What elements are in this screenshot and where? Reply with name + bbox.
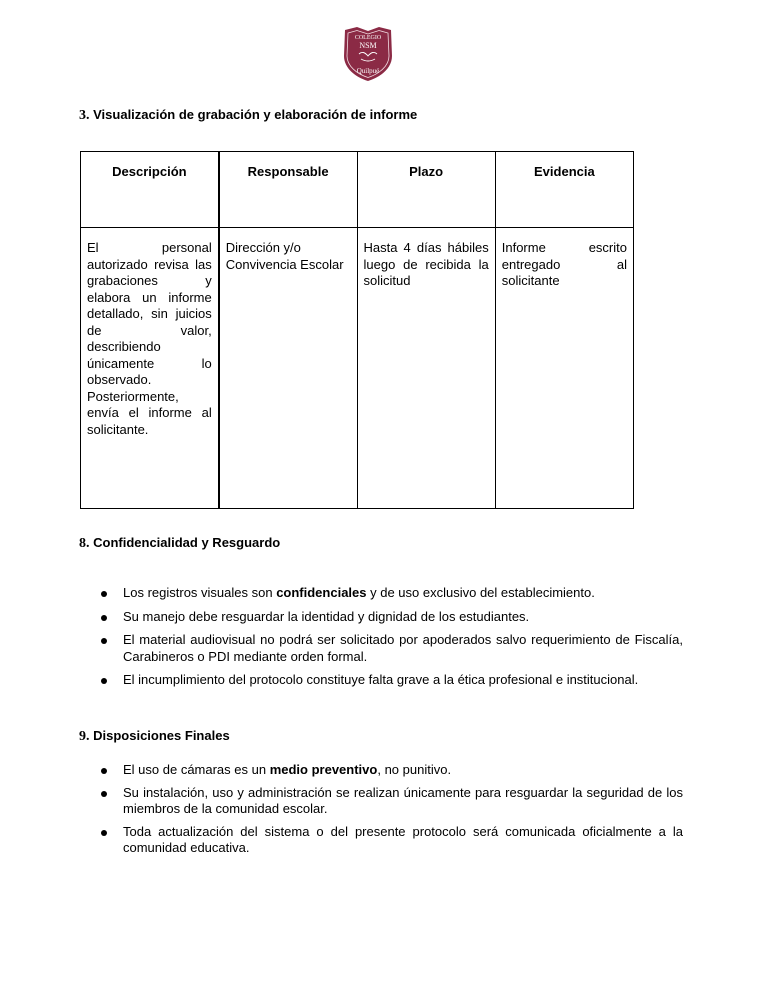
section-8-title: Confidencialidad y Resguardo [93, 535, 281, 550]
bullet-icon [101, 638, 107, 644]
school-logo [341, 26, 395, 82]
section-3-title: Visualización de grabación y elaboración de informe [93, 107, 418, 122]
list-item [99, 785, 683, 818]
logo-line2: NSM [359, 41, 377, 50]
item-text-end: , no punitivo. [377, 762, 452, 777]
list-item [99, 824, 683, 857]
header-plazo: Plazo [357, 152, 495, 228]
list-item [99, 632, 683, 665]
header-responsable: Responsable [219, 152, 357, 228]
item-bold-text: medio preventivo [269, 762, 378, 777]
item-text: Su manejo debe resguardar la identidad y dignidad de los estudiantes. [123, 608, 530, 624]
section-8-number: 8. [79, 536, 90, 551]
list-item [99, 762, 683, 779]
procedure-table [80, 151, 634, 509]
header-evidencia: Evidencia [495, 152, 633, 228]
item-bold-text: confidenciales [276, 585, 367, 600]
item-text-end: y de uso exclusivo del establecimiento. [366, 585, 595, 600]
section-9-title: Disposiciones Finales [93, 728, 230, 743]
section-8-heading [79, 535, 280, 552]
section-3-heading [79, 107, 417, 124]
section-9-list [99, 762, 683, 863]
bullet-icon [101, 768, 107, 774]
logo-line3: Quilpué [356, 67, 380, 75]
bullet-icon [101, 678, 107, 684]
bullet-icon [101, 830, 107, 836]
table-header-row [81, 152, 634, 228]
table-row [81, 228, 634, 509]
list-item [99, 672, 683, 689]
section-3-number: 3. [79, 108, 90, 123]
section-8-list [99, 585, 683, 696]
section-9-number: 9. [79, 729, 90, 744]
list-item [99, 585, 683, 602]
item-text: Toda actualización del sistema o del presente protocolo será comunicada oficialmente a la comunidad educativa. [123, 823, 683, 855]
cell-responsable: Dirección y/o Convivencia Escolar [219, 228, 357, 509]
item-text: El incumplimiento del protocolo constituye falta grave a la ética profesional e institucional. [123, 672, 639, 687]
item-text: El uso de cámaras es un [123, 762, 270, 777]
header-descripcion: Descripción [81, 152, 219, 228]
cell-descripcion: El personal autorizado revisa las grabaciones y elabora un informe detallado, sin juicios de valor, describiendo únicamente lo observado. Posteriormente, envía el informe al solicitante. [81, 228, 219, 509]
crest-icon [341, 26, 395, 82]
bullet-icon [101, 591, 107, 597]
item-text: El material audiovisual no podrá ser solicitado por apoderados salvo requerimiento de Fiscalía, Carabineros o PDI mediante orden formal. [123, 632, 683, 664]
item-text: Su instalación, uso y administración se realizan únicamente para resguardar la seguridad de los miembros de la comunidad escolar. [123, 784, 683, 816]
section-9-heading [79, 728, 230, 745]
bullet-icon [101, 615, 107, 621]
bullet-icon [101, 791, 107, 797]
cell-plazo: Hasta 4 días hábiles luego de recibida la solicitud [357, 228, 495, 509]
logo-line1: COLEGIO [354, 35, 382, 41]
item-text: Los registros visuales son [123, 585, 277, 600]
cell-evidencia: Informe escrito entregado al solicitante [495, 228, 633, 509]
list-item [99, 609, 683, 626]
